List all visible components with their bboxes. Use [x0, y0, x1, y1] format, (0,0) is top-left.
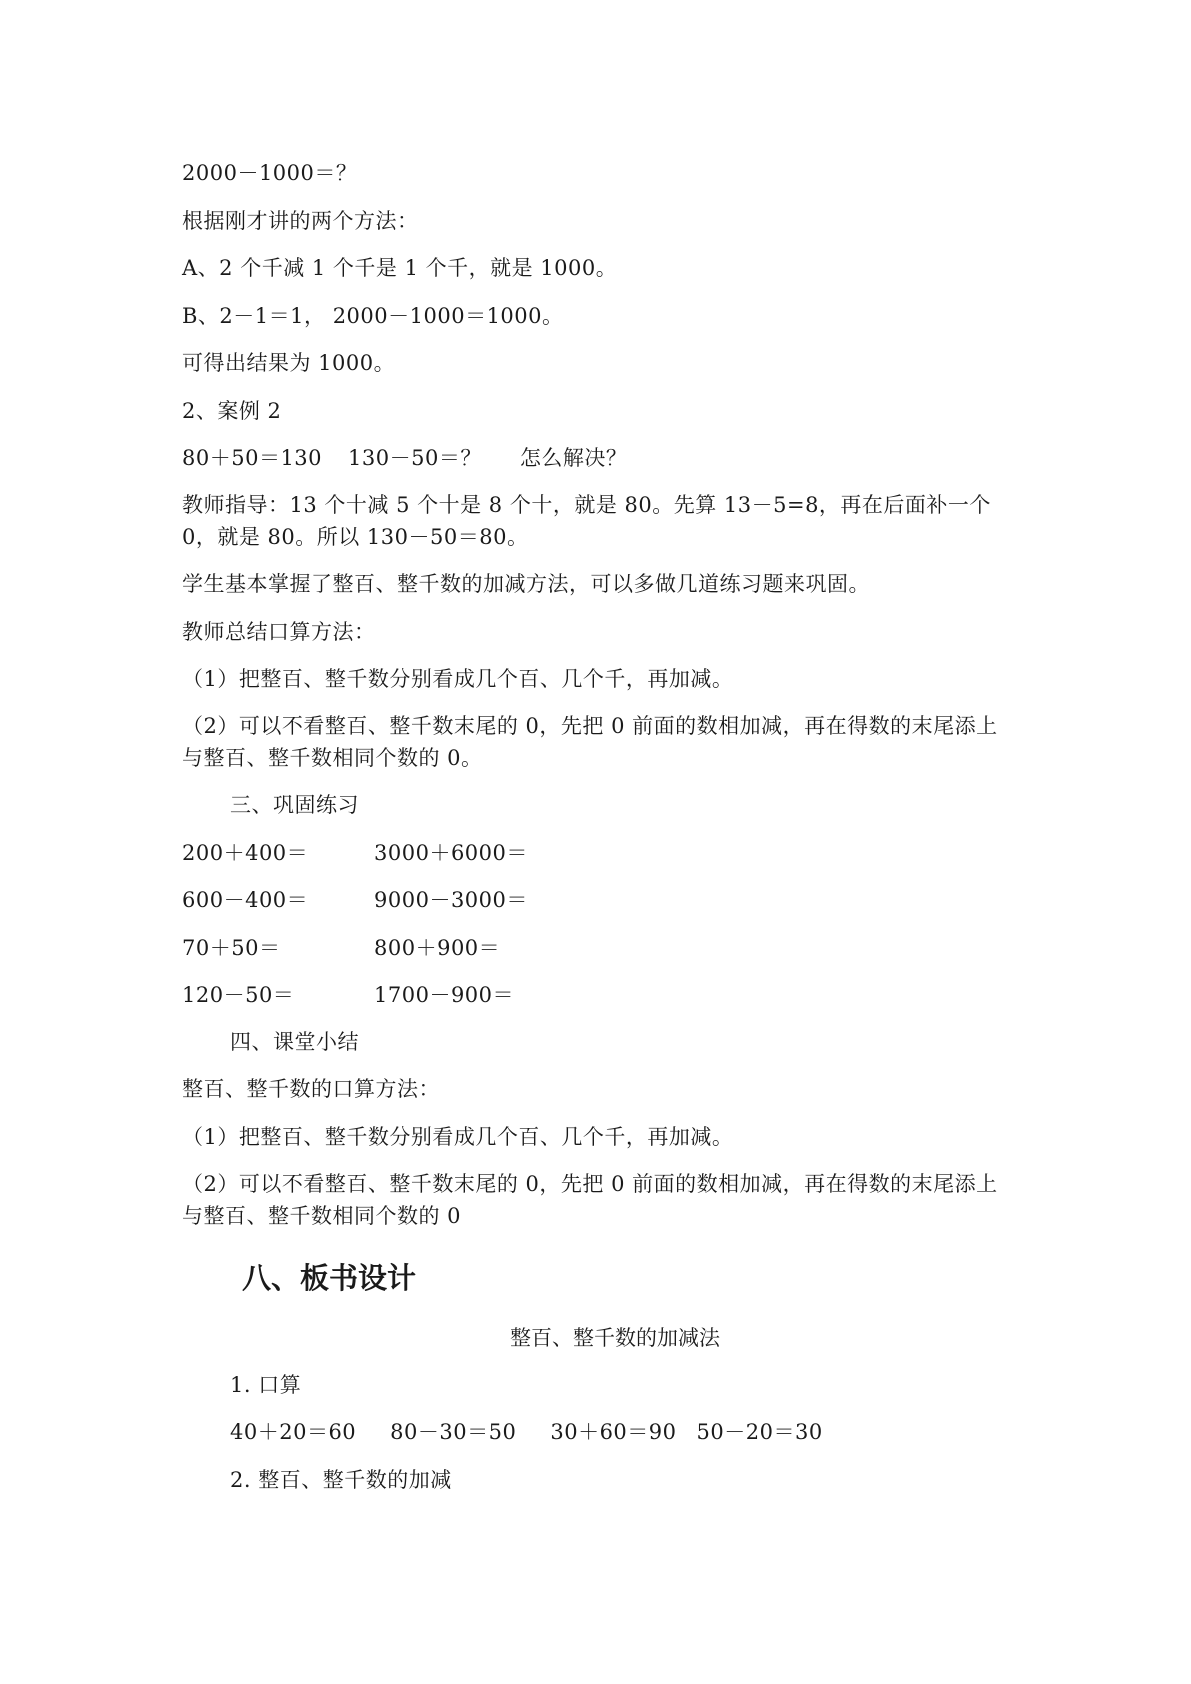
board-equation: 30＋60＝90	[550, 1420, 677, 1444]
board-item-1: 1. 口算	[230, 1373, 302, 1397]
board-item-2: 2. 整百、整千数的加减	[230, 1468, 452, 1492]
question: 怎么解决？	[519, 446, 628, 470]
text-line: 根据刚才讲的两个方法：	[182, 209, 419, 233]
practice-item: 200＋400＝	[182, 841, 309, 865]
section-heading: 三、巩固练习	[230, 793, 359, 817]
equation: 130－50＝？	[348, 446, 482, 470]
practice-row	[374, 837, 528, 869]
practice-row	[182, 932, 280, 964]
summary-method-2: （2）可以不看整百、整千数末尾的 0，先把 0 前面的数相加减，再在得数的末尾添上与整百、整千数相同个数的 0	[182, 1172, 998, 1228]
text-line: 学生基本掌握了整百、整千数的加减方法，可以多做几道练习题来巩固。	[182, 572, 870, 596]
board-equation: 50－20＝30	[696, 1420, 823, 1444]
practice-item: 600－400＝	[182, 888, 309, 912]
case-2-equations	[182, 442, 627, 474]
practice-item: 3000＋6000＝	[374, 841, 528, 865]
practice-item: 120－50＝	[182, 983, 295, 1007]
board-title: 整百、整千数的加减法	[510, 1326, 720, 1350]
practice-item: 70＋50＝	[182, 936, 281, 960]
practice-item: 1700－900＝	[374, 983, 515, 1007]
equation: 80＋50＝130	[182, 446, 323, 470]
method-a-line: A、2 个千减 1 个千是 1 个千，就是 1000。	[182, 256, 618, 280]
case-2-label: 2、案例 2	[182, 399, 282, 423]
result-line: 可得出结果为 1000。	[182, 351, 396, 375]
equation-line: 2000－1000＝？	[182, 161, 358, 185]
method-1-line: （1）把整百、整千数分别看成几个百、几个千，再加减。	[182, 667, 734, 691]
practice-row	[374, 884, 528, 916]
practice-row	[374, 979, 514, 1011]
teacher-guidance-paragraph: 教师指导：13 个十减 5 个十是 8 个十，就是 80。先算 13－5=8，再在后面补一个 0，就是 80。所以 130－50＝80。	[182, 493, 991, 549]
text-line: 整百、整千数的口算方法：	[182, 1077, 440, 1101]
practice-row	[182, 979, 294, 1011]
board-equations-row	[230, 1416, 823, 1448]
practice-item: 9000－3000＝	[374, 888, 528, 912]
section-heading: 四、课堂小结	[230, 1030, 359, 1054]
practice-item: 800＋900＝	[374, 936, 501, 960]
chapter-heading: 八、板书设计	[242, 1261, 417, 1295]
method-2-paragraph: （2）可以不看整百、整千数末尾的 0，先把 0 前面的数相加减，再在得数的末尾添上与整百、整千数相同个数的 0。	[182, 714, 998, 770]
summary-method-1: （1）把整百、整千数分别看成几个百、几个千，再加减。	[182, 1125, 734, 1149]
method-b-line: B、2－1＝1， 2000－1000＝1000。	[182, 304, 564, 328]
text-line: 教师总结口算方法：	[182, 620, 376, 644]
practice-row	[374, 932, 500, 964]
practice-row	[182, 884, 308, 916]
board-equation: 80－30＝50	[390, 1420, 517, 1444]
board-equation: 40＋20＝60	[230, 1420, 357, 1444]
practice-row	[182, 837, 308, 869]
